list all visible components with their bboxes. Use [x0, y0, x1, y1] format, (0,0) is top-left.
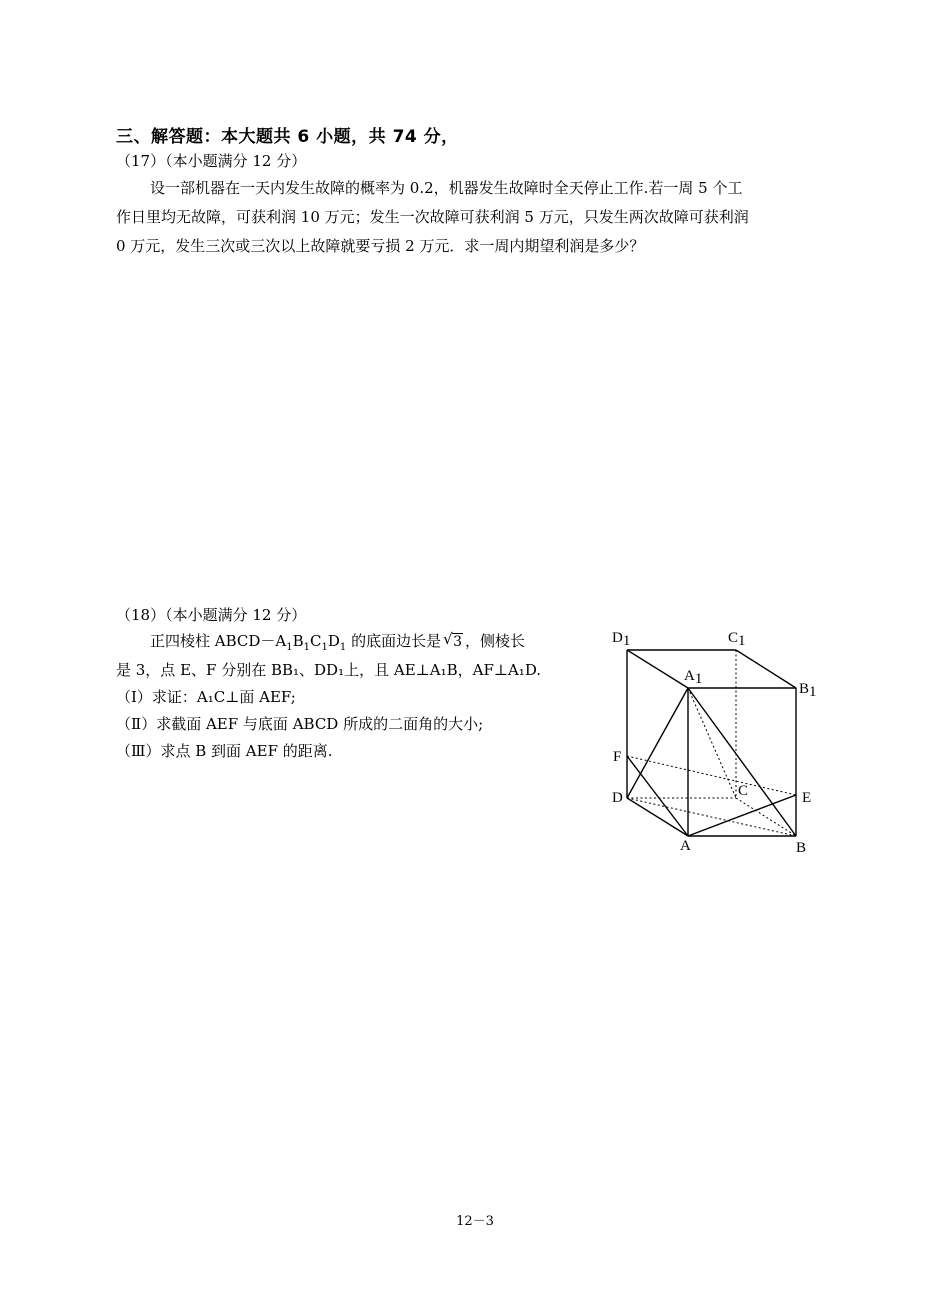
- label-C1: C1: [728, 630, 746, 649]
- label-D: D: [612, 790, 623, 806]
- section-heading: 三、解答题：本大题共 6 小题，共 74 分，: [116, 127, 459, 147]
- label-A: A: [680, 838, 691, 854]
- label-E: E: [802, 790, 812, 806]
- edge-D-A: [627, 798, 688, 836]
- q18-line1-sub-3: 1: [321, 642, 328, 653]
- q18-heading: （18）（本小题满分 12 分）: [116, 606, 307, 624]
- sqrt-radicand: 3: [453, 634, 462, 650]
- q18-line1-part-b: B: [292, 632, 304, 650]
- page-number: 12－3: [456, 1214, 494, 1229]
- edge-C1-B1: [736, 650, 796, 688]
- q17-text-line-1: 设一部机器在一天内发生故障的概率为 0.2，机器发生故障时全天停止工作.若一周 5 个工: [150, 179, 743, 197]
- edge-D1-A1: [627, 650, 688, 688]
- label-B: B: [796, 840, 807, 856]
- q18-text-line-2: 是 3，点 E、F 分别在 BB₁、DD₁上，且 AE⊥A₁B，AF⊥A₁D.: [116, 661, 542, 679]
- q18-text-line-1: [150, 630, 525, 653]
- q18-part-1: （Ⅰ）求证：A₁C⊥面 AEF;: [116, 688, 296, 706]
- q17-text-line-3: 0 万元，发生三次或三次以上故障就要亏损 2 万元．求一周内期望利润是多少？: [116, 237, 645, 255]
- q18-line1-part-c: C: [310, 632, 322, 650]
- q18-line1-part-e: 的底面边长是: [346, 632, 442, 650]
- q17-text-line-2: 作日里均无故障，可获利润 10 万元；发生一次故障可获利润 5 万元，只发生两次故障可获利润: [116, 208, 749, 226]
- q18-line1-sub-1: 1: [286, 642, 293, 653]
- label-C: C: [738, 783, 749, 799]
- sqrt-expression: [443, 632, 463, 650]
- hidden-edge-C-B: [736, 798, 796, 836]
- label-F: F: [613, 749, 622, 765]
- q18-line1-sub-4: 1: [339, 642, 347, 653]
- segment-A-E: [688, 795, 796, 836]
- label-D1: D1: [612, 630, 631, 649]
- q18-line1-part-d: D: [327, 632, 340, 650]
- q18-line1-sub-2: 1: [303, 642, 311, 653]
- q18-line1-part-a: 正四棱柱 ABCD－A: [150, 632, 287, 650]
- q17-heading: （17）（本小题满分 12 分）: [116, 152, 307, 170]
- label-B1: B1: [799, 681, 817, 700]
- q18-line1-part-f: ，侧棱长: [465, 632, 526, 650]
- segment-A-F: [627, 756, 688, 836]
- q18-part-2: （Ⅱ）求截面 AEF 与底面 ABCD 所成的二面角的大小;: [116, 715, 484, 733]
- segment-A1-B: [688, 688, 796, 836]
- q18-part-3: （Ⅲ）求点 B 到面 AEF 的距离.: [116, 742, 333, 760]
- prism-figure: [600, 622, 840, 862]
- hidden-segment-D-B: [627, 798, 796, 836]
- hidden-edges: [627, 650, 796, 836]
- label-A1: A1: [684, 668, 703, 687]
- radical-sign-icon: √: [443, 630, 453, 648]
- segment-A1-D: [627, 688, 688, 798]
